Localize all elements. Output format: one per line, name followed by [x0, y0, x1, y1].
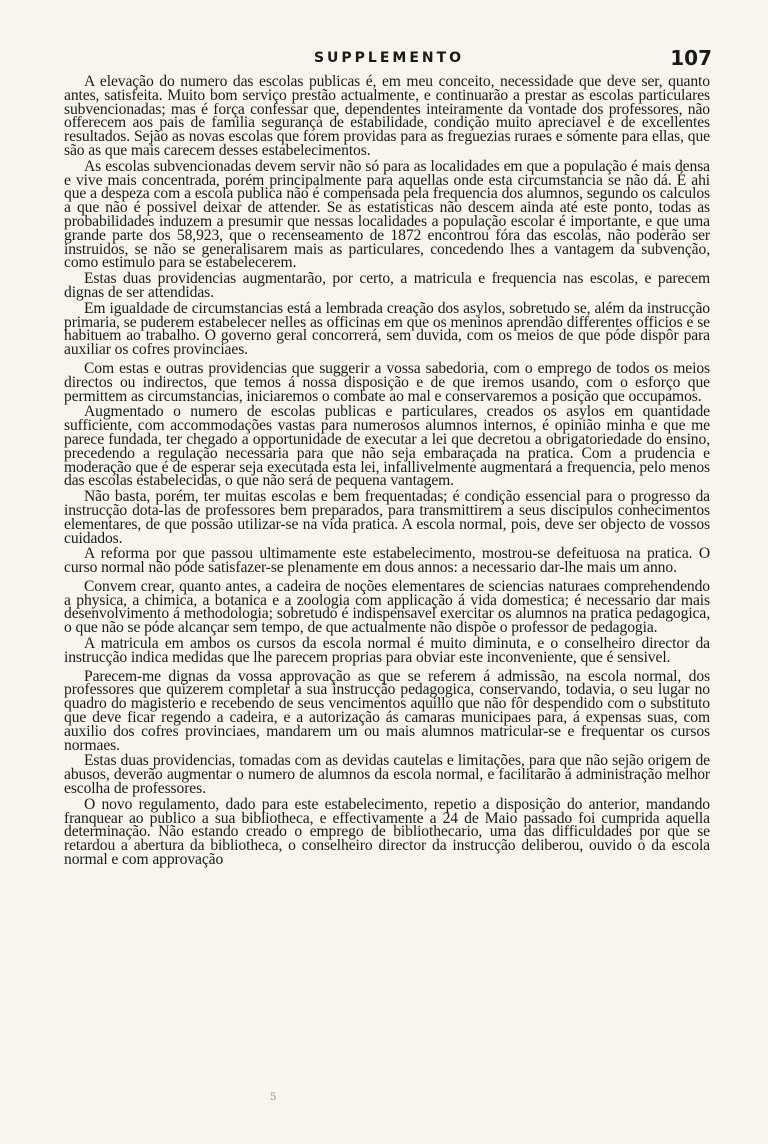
paragraph: Não basta, porém, ter muitas escolas e bem frequentadas; é condição essencial para o progresso da instrucção dota-las de professores bem preparados, para transmittirem a seus discipulos conhecimentos elementares, de que possão utilizar-se na vida pratica. A escola normal, pois, deve ser objecto de vossos cuidados. — [64, 488, 710, 547]
paragraph: Estas duas providencias augmentarão, por certo, a matricula e frequencia nas escolas, e parecem dignas de ser attendidas. — [64, 270, 710, 301]
paragraph: Parecem-me dignas da vossa approvação as que se referem á admissão, na escola normal, dos professores que quizerem completar a sua instrucção pedagogica, conservando, todavia, o seu lugar no quadro do magisterio e recebendo de seus vencimentos aquillo que não fôr despendido com o substituto que deve ficar regendo a cadeira, e a autorização ás camaras municipaes para, á expensas suas, com auxilio dos cofres provinciaes, mandarem um ou mais alumnos matricular-se e frequentar os cursos normaes. — [64, 667, 710, 754]
footer-mark: 5 — [270, 1092, 277, 1103]
paragraph: Estas duas providencias, tomadas com as devidas cautelas e limitações, para que não sejão origem de abusos, deverão augmentar o numero de alumnos da escola normal, e facilitarão á administração melhor escolha de professores. — [64, 752, 710, 798]
page-number: 107 — [670, 46, 712, 70]
paragraph: A elevação do numero das escolas publicas é, em meu conceito, necessidade que deve ser, quanto antes, satisfeita. Muito bom serviço prestão actualmente, e continuarão a prestar as escolas particulares subvencionadas; mas é força confessar que, dependentes inteiramente da vontade dos professores, não offerecem aos pais de familia segurança de estabilidade, condição muito apreciavel e de excellentes resultados. Sejão as novas escolas que forem providas para as freguezias ruraes e sómente para ellas, que são as que mais carecem desses estabelecimentos. — [64, 73, 710, 159]
paragraph: A matricula em ambos os cursos da escola normal é muito diminuta, e o conselheiro director da instrucção indica medidas que lhe parecem proprias para obviar este inconveniente, que é sensivel. — [64, 635, 710, 666]
paragraph: O novo regulamento, dado para este estabelecimento, repetio a disposição do anterior, mandando franquear ao publico a sua bibliotheca, e effectivamente a 24 de Maio passado foi cumprida aquella determinação. Não estando creado o emprego de bibliothecario, uma das difficuldades por que se retardou a abertura da bibliotheca, o conselheiro director da instrucção deliberou, ouvido o da escola normal e com approvação — [64, 795, 710, 869]
running-title: SUPPLEMENTO — [313, 50, 465, 66]
paragraph: Augmentado o numero de escolas publicas e particulares, creados os asylos em quantidade sufficiente, com accommodações vastas para numerosos alumnos internos, é opinião minha e que me parece fundada, ter chegado a opportunidade de executar a lei que decretou a obrigatoriedade do ensino, precedendo a regulação necessaria para que não seja embaraçada na pratica. Com a prudencia e moderação que é de esperar seja executada esta lei, infallivelmente augmentará a frequencia, pelo menos das escolas estabelecidas, o que não será de pequena vantagem. — [64, 403, 710, 490]
paragraph: A reforma por que passou ultimamente este estabelecimento, mostrou-se defeituosa na pratica. O curso normal não póde satisfazer-se plenamente em dous annos: a necessario dar-lhe mais um anno. — [64, 545, 710, 577]
paragraph: As escolas subvencionadas devem servir não só para as localidades em que a população é mais densa e vive mais concentrada, porém principalmente para aquellas onde esta circumstancia se não dá. É ahi que a despeza com a escola publica não é compensada pela frequencia dos alumnos, segundo os calculos a que não é possivel deixar de attender. Se as estatisticas não descem ainda até este ponto, todas as probabilidades induzem a presumir que nessas localidades a população escolar é importante, e que uma grande parte dos 58,923, que o recenseamento de 1872 encontrou fóra das escolas, não poderão ser instruidos, se não se generalisarem mais as particulares, concedendo lhes a vantagem da subvenção, como estimulo para se estabelecerem. — [64, 157, 710, 272]
paragraph: Convem crear, quanto antes, a cadeira de noções elementares de sciencias naturaes comprehendendo a physica, a chimica, a botanica e a zoologia com applicação á vida domestica; é necessario dar mais desenvolvimento á methodologia; sobretudo é indispensavel exercitar os alumnos na pratica pedagogica, o que não se póde alcançar sem tempo, de que actualmente não dispõe o professor de pedagogia. — [64, 577, 710, 637]
page-header — [66, 46, 712, 76]
paragraph: Em igualdade de circumstancias está a lembrada creação dos asylos, sobretudo se, além da instrucção primaria, se puderem estabelecer nelles as officinas em que os meninos aprendão differentes officios e se habituem ao trabalho. O governo geral concorrerá, sem duvida, com os meios de que póde dispôr para auxiliar os cofres provinciaes. — [64, 299, 710, 359]
paragraph: Com estas e outras providencias que suggerir a vossa sabedoria, com o emprego de todos os meios directos ou indirectos, que temos á nossa disposição e de que iremos usando, com o esforço que permittem as circumstancias, iniciaremos o combate ao mal e conservaremos a posição que occupamos. — [64, 359, 710, 405]
body-text — [64, 75, 710, 869]
